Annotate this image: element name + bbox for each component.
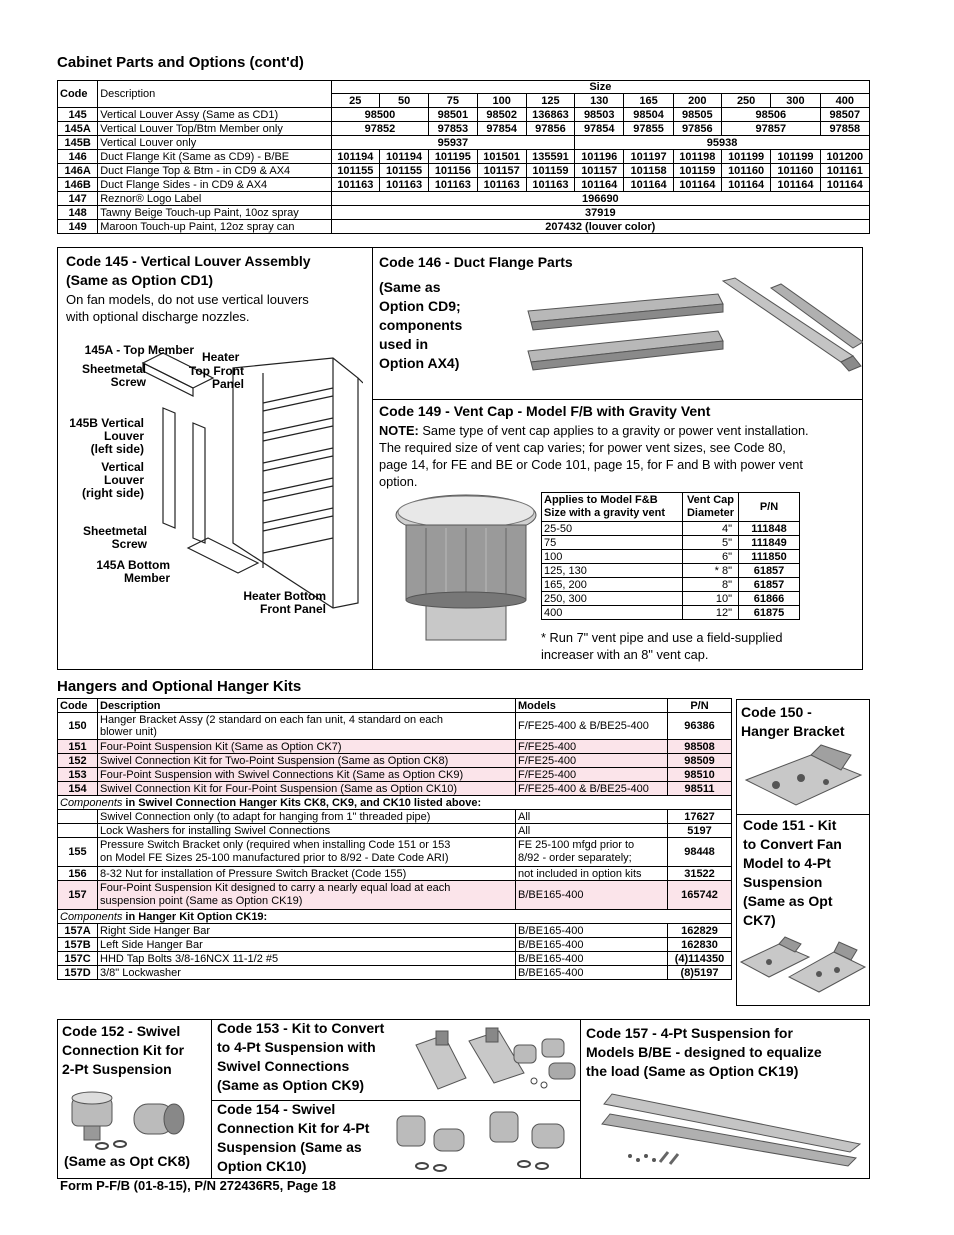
part-code: 148 xyxy=(58,206,98,220)
vent-pn: 61866 xyxy=(739,592,800,606)
part-number: 101163 xyxy=(379,178,428,192)
vent-diameter: 10" xyxy=(683,592,739,606)
vent-diameter: 6" xyxy=(683,550,739,564)
section-title-cabinet: Cabinet Parts and Options (cont'd) xyxy=(57,54,304,71)
part-number: 101197 xyxy=(624,150,673,164)
part-number: 101163 xyxy=(526,178,574,192)
hanger-description: 8-32 Nut for installation of Pressure Switch Bracket (Code 155) xyxy=(98,867,516,881)
hanger-models: All xyxy=(516,810,668,824)
code-146-subtitle: (Same as Option CD9; components used in Option AX4) xyxy=(379,279,463,371)
part-number: 207432 (louver color) xyxy=(331,220,869,234)
code-145-panel xyxy=(57,247,373,670)
vent-size: 165, 200 xyxy=(542,578,683,592)
hanger-models: F/FE25-400 xyxy=(516,754,668,768)
table-row xyxy=(58,838,732,867)
part-number: 101194 xyxy=(379,150,428,164)
vent-pn: 61875 xyxy=(739,606,800,620)
part-number: 101164 xyxy=(820,178,869,192)
four-point-kit-image xyxy=(739,932,867,994)
hanger-code: 157D xyxy=(58,966,98,980)
code-153-title: Code 153 - Kit to Convert to 4-Pt Suspension with Swivel Connections (Same as Option CK9) xyxy=(217,1020,385,1093)
table-row xyxy=(58,699,732,713)
table-row xyxy=(58,810,732,824)
vent-pn: 111849 xyxy=(739,536,800,550)
size-header: 50 xyxy=(379,94,428,108)
table-row xyxy=(542,550,800,564)
table-row xyxy=(58,206,870,220)
part-number: 97855 xyxy=(624,122,673,136)
hanger-code: 150 xyxy=(58,713,98,740)
vent-header-size: Applies to Model F&B Size with a gravity vent xyxy=(542,493,683,522)
swivel-kits-panel xyxy=(57,1019,870,1179)
hanger-description: Left Side Hanger Bar xyxy=(98,938,516,952)
duct-flange-image xyxy=(523,276,863,376)
hanger-pn: 98510 xyxy=(668,768,732,782)
vent-pn: 111850 xyxy=(739,550,800,564)
part-number: 97858 xyxy=(820,122,869,136)
table-row xyxy=(58,164,870,178)
table-row xyxy=(542,564,800,578)
hanger-description: Four-Point Suspension Kit designed to carry a nearly equal load at each suspension point (Same as Option CK19) xyxy=(98,881,516,910)
part-number: 101164 xyxy=(771,178,820,192)
part-number: 97857 xyxy=(721,122,820,136)
vent-size: 250, 300 xyxy=(542,592,683,606)
hanger-description: Right Side Hanger Bar xyxy=(98,924,516,938)
part-number: 101158 xyxy=(624,164,673,178)
part-number: 101196 xyxy=(575,150,624,164)
swivel-connection-image xyxy=(64,1088,204,1153)
part-number: 101195 xyxy=(429,150,477,164)
table-row xyxy=(58,713,732,740)
code-154-title: Code 154 - Swivel Connection Kit for 4-Pt Suspension (Same as Option CK10) xyxy=(217,1101,370,1174)
part-code: 146A xyxy=(58,164,98,178)
hanger-pn: 17627 xyxy=(668,810,732,824)
hanger-models: F/FE25-400 xyxy=(516,768,668,782)
vent-diameter: 4" xyxy=(683,522,739,536)
col-header-description: Description xyxy=(98,81,331,108)
part-code: 145A xyxy=(58,122,98,136)
table-row xyxy=(58,938,732,952)
hanger-description: Swivel Connection Kit for Four-Point Suspension (Same as Option CK10) xyxy=(98,782,516,796)
part-number: 136863 xyxy=(526,108,574,122)
hanger-code: 151 xyxy=(58,740,98,754)
code-152-footnote: (Same as Opt CK8) xyxy=(64,1153,191,1169)
code-145-note: On fan models, do not use vertical louvers with optional discharge nozzles. xyxy=(66,292,309,324)
hanger-code: 157C xyxy=(58,952,98,966)
components-header: Components in Swivel Connection Hanger Kits CK8, CK9, and CK10 listed above: xyxy=(58,796,732,810)
part-description: Duct Flange Top & Btm - in CD9 & AX4 xyxy=(98,164,331,178)
part-number: 101163 xyxy=(331,178,379,192)
part-number: 101163 xyxy=(429,178,477,192)
part-number: 95937 xyxy=(331,136,574,150)
part-number: 97852 xyxy=(331,122,429,136)
part-description: Reznor® Logo Label xyxy=(98,192,331,206)
vent-header-pn: P/N xyxy=(739,493,800,522)
hanger-pn: 162830 xyxy=(668,938,732,952)
part-number: 98503 xyxy=(575,108,624,122)
hanger-pn: 98448 xyxy=(668,838,732,867)
code-146-title: Code 146 - Duct Flange Parts xyxy=(379,254,573,270)
label-145a-bottom: 145A Bottom Member xyxy=(96,558,170,585)
part-code: 145B xyxy=(58,136,98,150)
part-number: 101155 xyxy=(331,164,379,178)
hangers-table xyxy=(57,698,732,980)
vent-footnote: * Run 7" vent pipe and use a field-supplied increaser with an 8" vent cap. xyxy=(541,630,783,662)
hanger-models: B/BE165-400 xyxy=(516,881,668,910)
label-top-member: 145A - Top Member xyxy=(84,343,194,357)
part-number: 97854 xyxy=(477,122,526,136)
part-number: 98501 xyxy=(429,108,477,122)
vent-cap-table xyxy=(541,492,800,620)
part-number: 98502 xyxy=(477,108,526,122)
part-number: 98507 xyxy=(820,108,869,122)
label-top-front-panel: Top Front Panel xyxy=(188,364,244,391)
part-number: 101501 xyxy=(477,150,526,164)
hanger-code: 153 xyxy=(58,768,98,782)
vent-header-diameter: Vent Cap Diameter xyxy=(683,493,739,522)
table-row xyxy=(542,578,800,592)
hanger-pn: 31522 xyxy=(668,867,732,881)
hanger-pn: 162829 xyxy=(668,924,732,938)
hanger-description: Swivel Connection Kit for Two-Point Suspension (Same as Option CK8) xyxy=(98,754,516,768)
table-row xyxy=(58,150,870,164)
col-header-size: Size xyxy=(331,81,869,94)
hanger-models: F/FE25-400 xyxy=(516,740,668,754)
hanger-pn: 98511 xyxy=(668,782,732,796)
part-number: 97854 xyxy=(575,122,624,136)
part-code: 146 xyxy=(58,150,98,164)
hanger-pn: 165742 xyxy=(668,881,732,910)
table-row xyxy=(58,966,732,980)
hanger-models: F/FE25-400 & B/BE25-400 xyxy=(516,782,668,796)
vent-pn: 61857 xyxy=(739,578,800,592)
table-row xyxy=(58,108,870,122)
code-146-panel xyxy=(372,247,863,400)
code-149-panel xyxy=(372,399,863,670)
vent-size: 25-50 xyxy=(542,522,683,536)
table-row xyxy=(542,522,800,536)
table-row xyxy=(542,606,800,620)
hanger-description: Pressure Switch Bracket only (required when installing Code 151 or 153 on Model FE Sizes 25-100 manufactured prior to 8/92 - Date Code ARI) xyxy=(98,838,516,867)
part-code: 147 xyxy=(58,192,98,206)
part-number: 101160 xyxy=(771,164,820,178)
table-row xyxy=(58,220,870,234)
part-number: 101200 xyxy=(820,150,869,164)
hanger-code-empty xyxy=(58,810,98,824)
col-header-pn: P/N xyxy=(668,699,732,713)
section-title-hangers: Hangers and Optional Hanger Kits xyxy=(57,678,302,695)
col-header-description: Description xyxy=(98,699,516,713)
vent-diameter: 5" xyxy=(683,536,739,550)
part-number: 95938 xyxy=(575,136,870,150)
table-row xyxy=(58,910,732,924)
part-number: 101157 xyxy=(477,164,526,178)
hanger-description: Hanger Bracket Assy (2 standard on each fan unit, 4 standard on each blower unit) xyxy=(98,713,516,740)
table-row xyxy=(58,952,732,966)
size-header: 25 xyxy=(331,94,379,108)
part-code: 149 xyxy=(58,220,98,234)
kit-157-image xyxy=(598,1086,866,1172)
table-row xyxy=(58,881,732,910)
code-157-title: Code 157 - 4-Pt Suspension for Models B/BE - designed to equalize the load (Same as Option CK19) xyxy=(586,1025,822,1079)
part-description: Tawny Beige Touch-up Paint, 10oz spray xyxy=(98,206,331,220)
code-149-title: Code 149 - Vent Cap - Model F/B with Gravity Vent xyxy=(379,403,711,419)
hanger-code: 154 xyxy=(58,782,98,796)
components-header: Components in Hanger Kit Option CK19: xyxy=(58,910,732,924)
code-150-151-panel xyxy=(736,699,870,1006)
size-header: 300 xyxy=(771,94,820,108)
part-number: 101194 xyxy=(331,150,379,164)
col-header-code: Code xyxy=(58,699,98,713)
vent-diameter: * 8" xyxy=(683,564,739,578)
part-number: 98505 xyxy=(673,108,721,122)
hanger-description: Lock Washers for installing Swivel Connections xyxy=(98,824,516,838)
part-number: 101164 xyxy=(673,178,721,192)
vent-size: 400 xyxy=(542,606,683,620)
part-number: 98500 xyxy=(331,108,429,122)
vent-size: 75 xyxy=(542,536,683,550)
hanger-bracket-image xyxy=(741,740,867,815)
label-heater-bottom: Heater Bottom Front Panel xyxy=(243,589,326,616)
hanger-models: B/BE165-400 xyxy=(516,966,668,980)
part-description: Vertical Louver only xyxy=(98,136,331,150)
part-number: 101159 xyxy=(673,164,721,178)
part-description: Maroon Touch-up Paint, 12oz spray can xyxy=(98,220,331,234)
table-row xyxy=(58,122,870,136)
hanger-code: 155 xyxy=(58,838,98,867)
hanger-code: 157B xyxy=(58,938,98,952)
kit-154-image xyxy=(392,1104,582,1176)
hanger-pn: (4)114350 xyxy=(668,952,732,966)
part-number: 101160 xyxy=(721,164,770,178)
col-header-code: Code xyxy=(58,81,98,108)
hanger-models: B/BE165-400 xyxy=(516,938,668,952)
hanger-pn: 5197 xyxy=(668,824,732,838)
label-vertical-right: Vertical Louver (right side) xyxy=(82,460,144,500)
size-header: 250 xyxy=(721,94,770,108)
hanger-models: FE 25-100 mfgd prior to 8/92 - order separately; xyxy=(516,838,668,867)
code-150-title: Code 150 - Hanger Bracket xyxy=(741,704,845,739)
vent-size: 100 xyxy=(542,550,683,564)
part-number: 101155 xyxy=(379,164,428,178)
table-row xyxy=(58,782,732,796)
part-number: 101164 xyxy=(575,178,624,192)
vent-diameter: 8" xyxy=(683,578,739,592)
part-description: Vertical Louver Assy (Same as CD1) xyxy=(98,108,331,122)
label-sheetmetal-screw-bottom: Sheetmetal Screw xyxy=(82,524,147,551)
kit-153-image xyxy=(414,1023,582,1095)
hanger-models: B/BE165-400 xyxy=(516,952,668,966)
hanger-description: Four-Point Suspension Kit (Same as Option CK7) xyxy=(98,740,516,754)
hanger-code: 152 xyxy=(58,754,98,768)
code-152-title: Code 152 - Swivel Connection Kit for 2-Pt Suspension xyxy=(62,1023,185,1077)
hanger-code: 157 xyxy=(58,881,98,910)
table-row xyxy=(58,136,870,150)
hanger-models: B/BE165-400 xyxy=(516,924,668,938)
size-header: 165 xyxy=(624,94,673,108)
size-header: 130 xyxy=(575,94,624,108)
part-number: 101164 xyxy=(721,178,770,192)
part-number: 196690 xyxy=(331,192,869,206)
hanger-pn: 96386 xyxy=(668,713,732,740)
hanger-pn: (8)5197 xyxy=(668,966,732,980)
col-header-models: Models xyxy=(516,699,668,713)
part-code: 145 xyxy=(58,108,98,122)
table-row xyxy=(58,192,870,206)
part-number: 101161 xyxy=(820,164,869,178)
hanger-description: Swivel Connection only (to adapt for hanging from 1" threaded pipe) xyxy=(98,810,516,824)
table-row xyxy=(542,592,800,606)
part-number: 37919 xyxy=(331,206,869,220)
part-description: Duct Flange Kit (Same as CD9) - B/BE xyxy=(98,150,331,164)
part-number: 97853 xyxy=(429,122,477,136)
part-description: Vertical Louver Top/Btm Member only xyxy=(98,122,331,136)
part-number: 98506 xyxy=(721,108,820,122)
hanger-models: F/FE25-400 & B/BE25-400 xyxy=(516,713,668,740)
hanger-pn: 98509 xyxy=(668,754,732,768)
table-row xyxy=(58,824,732,838)
vent-pn: 111848 xyxy=(739,522,800,536)
hanger-code-empty xyxy=(58,824,98,838)
size-header: 75 xyxy=(429,94,477,108)
table-row xyxy=(542,536,800,550)
vent-diameter: 12" xyxy=(683,606,739,620)
table-row xyxy=(58,754,732,768)
hanger-description: HHD Tap Bolts 3/8-16NCX 11-1/2 #5 xyxy=(98,952,516,966)
size-header: 400 xyxy=(820,94,869,108)
vent-cap-image xyxy=(391,490,541,642)
table-row xyxy=(58,867,732,881)
table-row xyxy=(58,178,870,192)
code-151-title: Code 151 - Kit to Convert Fan Model to 4-Pt Suspension (Same as Opt CK7) xyxy=(743,817,842,928)
part-description: Duct Flange Sides - in CD9 & AX4 xyxy=(98,178,331,192)
part-number: 135591 xyxy=(526,150,574,164)
code-145-title: Code 145 - Vertical Louver Assembly (Same as Option CD1) xyxy=(66,253,311,288)
hanger-code: 156 xyxy=(58,867,98,881)
label-heater: Heater xyxy=(202,350,240,364)
part-number: 101163 xyxy=(477,178,526,192)
hanger-pn: 98508 xyxy=(668,740,732,754)
hanger-models: not included in option kits xyxy=(516,867,668,881)
cabinet-parts-table xyxy=(57,80,870,234)
part-number: 101198 xyxy=(673,150,721,164)
part-number: 101159 xyxy=(526,164,574,178)
vent-size: 125, 130 xyxy=(542,564,683,578)
part-code: 146B xyxy=(58,178,98,192)
hanger-models: All xyxy=(516,824,668,838)
vent-pn: 61857 xyxy=(739,564,800,578)
part-number: 97856 xyxy=(673,122,721,136)
part-number: 101199 xyxy=(721,150,770,164)
part-number: 98504 xyxy=(624,108,673,122)
size-header: 100 xyxy=(477,94,526,108)
table-row xyxy=(58,740,732,754)
page-footer: Form P-F/B (01-8-15), P/N 272436R5, Page 18 xyxy=(60,1178,337,1193)
hanger-description: Four-Point Suspension with Swivel Connections Kit (Same as Option CK9) xyxy=(98,768,516,782)
hanger-description: 3/8" Lockwasher xyxy=(98,966,516,980)
label-sheetmetal-screw-top: Sheetmetal Screw xyxy=(81,362,146,389)
size-header: 200 xyxy=(673,94,721,108)
code-149-note: NOTE: Same type of vent cap applies to a gravity or power vent installation. The required size of vent cap varies; for power vent sizes, see Code 80, page 14, for FE and BE or Code 101, page 15, for F and B with power vent option. xyxy=(379,423,809,489)
label-145b-left: 145B Vertical Louver (left side) xyxy=(69,416,144,456)
part-number: 101199 xyxy=(771,150,820,164)
table-row xyxy=(58,796,732,810)
hanger-code: 157A xyxy=(58,924,98,938)
table-row xyxy=(58,924,732,938)
size-header: 125 xyxy=(526,94,574,108)
part-number: 97856 xyxy=(526,122,574,136)
part-number: 101157 xyxy=(575,164,624,178)
part-number: 101156 xyxy=(429,164,477,178)
part-number: 101164 xyxy=(624,178,673,192)
table-row xyxy=(58,768,732,782)
